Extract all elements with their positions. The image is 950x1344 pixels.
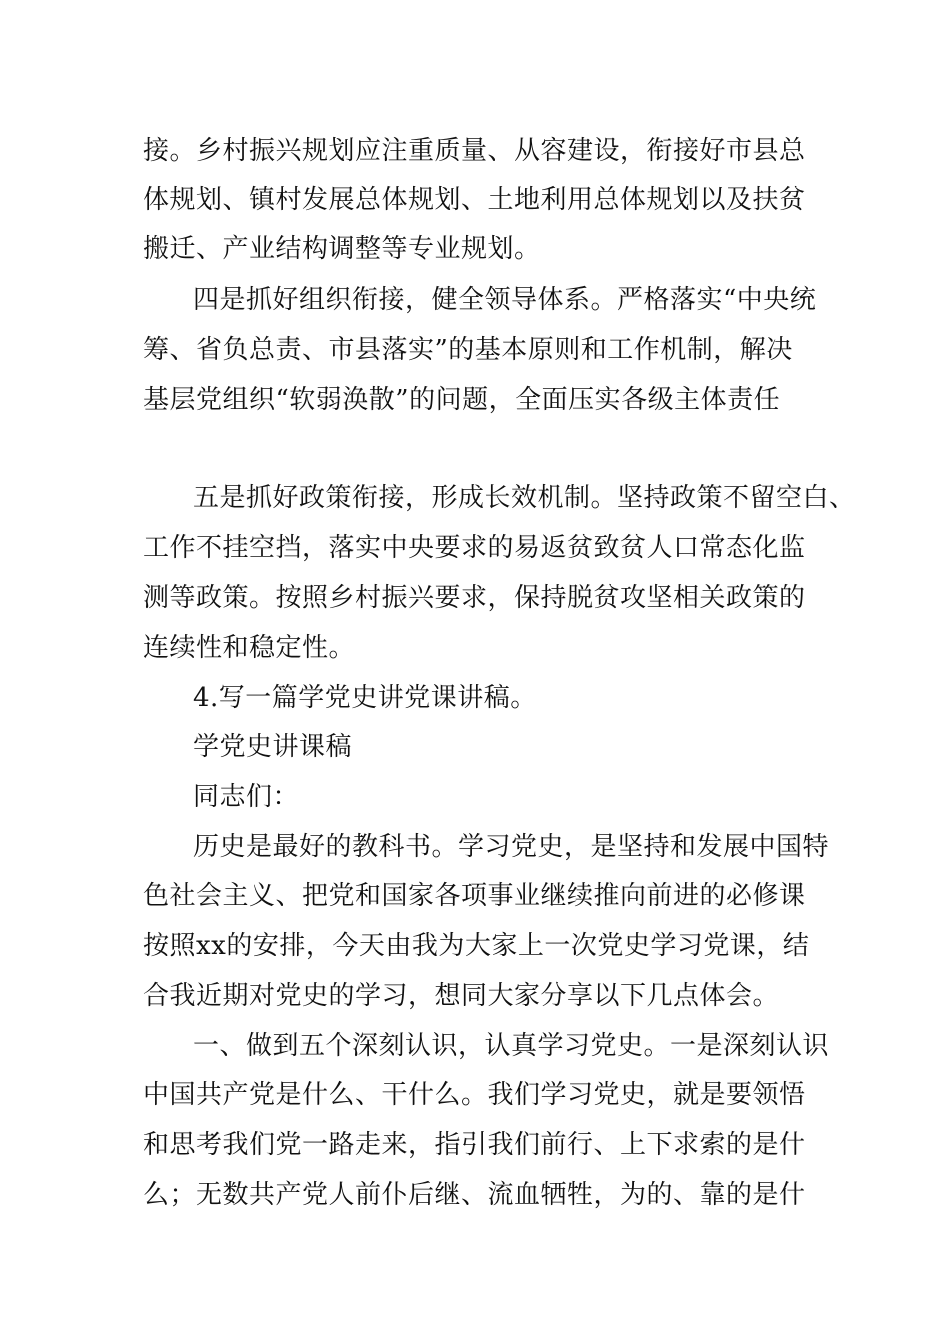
paragraph-line: 色社会主义、把党和国家各项事业继续推向前进的必修课 [143,881,806,911]
paragraph-line: 历史是最好的教科书。学习党史，是坚持和发展中国特 [193,832,830,862]
paragraph-line: 中国共产党是什么、干什么。我们学习党史，就是要领悟 [143,1080,806,1110]
paragraph-line: 合我近期对党史的学习，想同大家分享以下几点体会。 [143,981,780,1011]
salutation: 同志们： [193,782,300,812]
paragraph-line: 五是抓好政策衔接，形成长效机制。坚持政策不留空白、 [193,483,856,513]
paragraph-line: 体规划、镇村发展总体规划、土地利用总体规划以及扶贫 [143,185,806,215]
paragraph-line: 接。乡村振兴规划应注重质量、从容建设，衔接好市县总 [143,136,806,166]
speech-title: 学党史讲课稿 [193,732,353,762]
paragraph-line: 基层党组织“软弱涣散”的问题，全面压实各级主体责任 [143,385,781,415]
paragraph-line: 搬迁、产业结构调整等专业规划。 [143,234,541,264]
paragraph-line: 按照xx的安排，今天由我为大家上一次党史学习党课，结 [143,931,810,961]
paragraph-line: 工作不挂空挡，落实中央要求的易返贫致贫人口常态化监 [143,533,806,563]
paragraph-line: 四是抓好组织衔接，健全领导体系。严格落实“中央统 [193,285,817,315]
section-heading: 4.写一篇学党史讲党课讲稿。 [193,683,537,713]
paragraph-line: 和思考我们党一路走来，指引我们前行、上下求索的是什 [143,1130,806,1160]
paragraph-line: 连续性和稳定性。 [143,633,356,663]
paragraph-line: 一、做到五个深刻认识，认真学习党史。一是深刻认识 [193,1031,830,1061]
paragraph-line: 么；无数共产党人前仆后继、流血牺牲，为的、靠的是什 [143,1180,806,1210]
paragraph-line: 测等政策。按照乡村振兴要求，保持脱贫攻坚相关政策的 [143,583,806,613]
paragraph-line: 筹、省负总责、市县落实”的基本原则和工作机制，解决 [143,335,793,365]
